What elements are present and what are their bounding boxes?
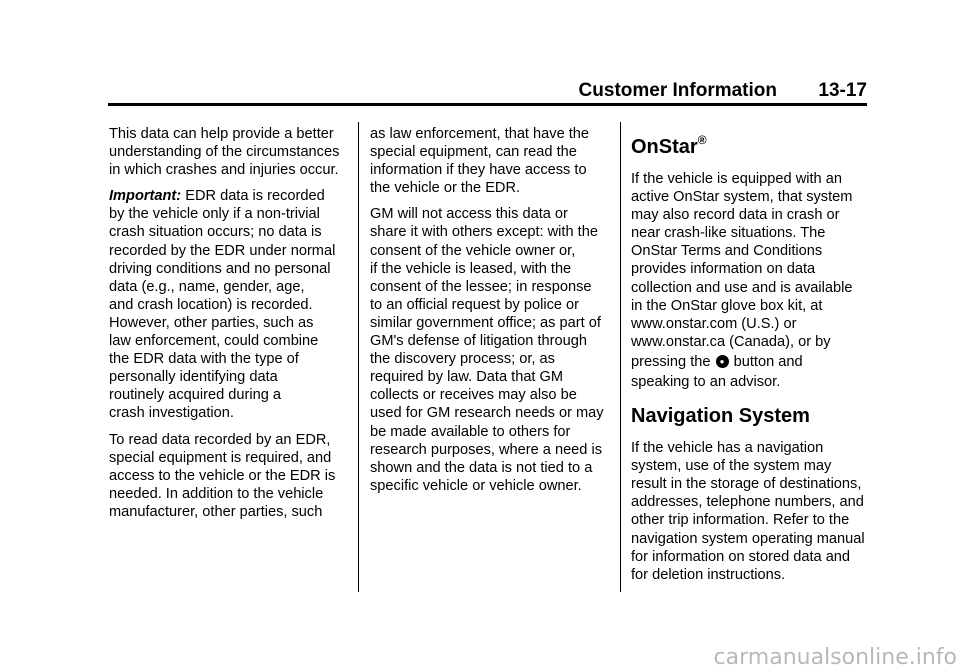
text-line: understanding of the circumstances bbox=[109, 144, 340, 161]
text-line: This data can help provide a better bbox=[109, 126, 334, 142]
paragraph bbox=[109, 431, 354, 521]
text-line: in the OnStar glove box kit, at bbox=[631, 297, 823, 314]
text-line: shown and the data is not tied to a bbox=[370, 459, 593, 476]
heading-navigation-system: Navigation System bbox=[631, 405, 810, 428]
text-line: data (e.g., name, gender, age, bbox=[109, 278, 305, 295]
text-line: consent of the vehicle owner or, bbox=[370, 242, 576, 259]
heading-onstar bbox=[631, 129, 871, 158]
paragraph bbox=[370, 205, 610, 495]
text-line: consent of the lessee; in response bbox=[370, 278, 592, 295]
text-line: However, other parties, such as bbox=[109, 314, 314, 331]
text-line: GM's defense of litigation through bbox=[370, 333, 587, 350]
text-run: EDR data is recorded bbox=[181, 188, 325, 205]
text-line: active OnStar system, that system bbox=[631, 189, 853, 206]
text-line: law enforcement, could combine bbox=[109, 333, 319, 350]
text-run: button and bbox=[729, 353, 803, 370]
text-line: to an official request by police or bbox=[370, 296, 580, 313]
text-line: addresses, telephone numbers, and bbox=[631, 494, 864, 511]
text-line: required by law. Data that GM bbox=[370, 369, 564, 386]
paragraph bbox=[109, 125, 354, 179]
text-line: special equipment is required, and bbox=[109, 449, 332, 466]
text-line: speaking to an advisor. bbox=[631, 373, 781, 390]
text-line: similar government office; as part of bbox=[370, 314, 601, 331]
text-line: system, use of the system may bbox=[631, 458, 832, 475]
text-line: as law enforcement, that have the bbox=[370, 126, 590, 142]
paragraph bbox=[370, 125, 610, 197]
important-label: Important: bbox=[109, 188, 182, 205]
text-line: routinely acquired during a bbox=[109, 387, 281, 404]
text-line: provides information on data bbox=[631, 261, 816, 278]
text-line: crash situation occurs; no data is bbox=[109, 224, 322, 241]
page-number: 13-17 bbox=[818, 80, 867, 101]
heading-text: OnStar bbox=[631, 136, 698, 158]
text-line: collection and use and is available bbox=[631, 279, 853, 296]
text-line: manufacturer, other parties, such bbox=[109, 503, 323, 520]
text-line: access to the vehicle or the EDR is bbox=[109, 467, 336, 484]
text-line: share it with others except: with the bbox=[370, 224, 598, 241]
column-divider-2 bbox=[620, 122, 621, 592]
header-rule bbox=[108, 103, 867, 106]
text-line: be made available to others for bbox=[370, 423, 571, 440]
text-line: collects or receives may also be bbox=[370, 387, 577, 404]
text-line: special equipment, can read the bbox=[370, 144, 577, 161]
text-line: the EDR data with the type of bbox=[109, 351, 299, 368]
text-line: driving conditions and no personal bbox=[109, 260, 331, 277]
text-line: personally identifying data bbox=[109, 369, 278, 386]
text-line bbox=[109, 187, 354, 205]
text-line: specific vehicle or vehicle owner. bbox=[370, 477, 582, 494]
text-line: used for GM research needs or may bbox=[370, 405, 604, 422]
text-line: research purposes, where a need is bbox=[370, 441, 603, 458]
text-line bbox=[631, 351, 871, 373]
paragraph bbox=[631, 439, 871, 584]
text-line: GM will not access this data or bbox=[370, 206, 568, 223]
text-line: needed. In addition to the vehicle bbox=[109, 485, 324, 502]
text-line: information if they have access to bbox=[370, 162, 587, 179]
text-line: for deletion instructions. bbox=[631, 566, 786, 583]
text-line: To read data recorded by an EDR, bbox=[109, 431, 331, 448]
column-divider-1 bbox=[358, 122, 359, 592]
text-line: in which crashes and injuries occur. bbox=[109, 162, 339, 179]
text-line: crash investigation. bbox=[109, 405, 234, 422]
page-header bbox=[0, 80, 867, 104]
text-line: and crash location) is recorded. bbox=[109, 296, 313, 313]
column-1 bbox=[109, 125, 354, 529]
text-line: the discovery process; or, as bbox=[370, 351, 555, 368]
column-3 bbox=[631, 121, 871, 592]
section-title: Customer Information bbox=[578, 80, 777, 101]
paragraph-important bbox=[109, 187, 354, 422]
text-line: If the vehicle has a navigation bbox=[631, 440, 824, 457]
text-line: result in the storage of destinations, bbox=[631, 476, 862, 493]
text-line: other trip information. Refer to the bbox=[631, 512, 850, 529]
text-line: near crash-like situations. The bbox=[631, 225, 826, 242]
text-line: navigation system operating manual bbox=[631, 530, 865, 547]
text-line: the vehicle or the EDR. bbox=[370, 180, 521, 197]
text-line: OnStar Terms and Conditions bbox=[631, 243, 823, 260]
text-run: pressing the bbox=[631, 353, 715, 370]
registered-mark: ® bbox=[697, 133, 707, 147]
paragraph bbox=[631, 170, 871, 391]
text-line: www.onstar.ca (Canada), or by bbox=[631, 333, 831, 350]
text-line: recorded by the EDR under normal bbox=[109, 242, 336, 259]
text-line: If the vehicle is equipped with an bbox=[631, 171, 842, 187]
text-line: www.onstar.com (U.S.) or bbox=[631, 315, 797, 332]
watermark: carmanualsonline.info bbox=[713, 645, 957, 670]
text-line: for information on stored data and bbox=[631, 548, 851, 565]
text-line: may also record data in crash or bbox=[631, 207, 840, 224]
text-line: by the vehicle only if a non-trivial bbox=[109, 206, 320, 223]
text-line: if the vehicle is leased, with the bbox=[370, 260, 572, 277]
column-2 bbox=[370, 125, 610, 503]
onstar-button-icon: ● bbox=[716, 355, 729, 368]
